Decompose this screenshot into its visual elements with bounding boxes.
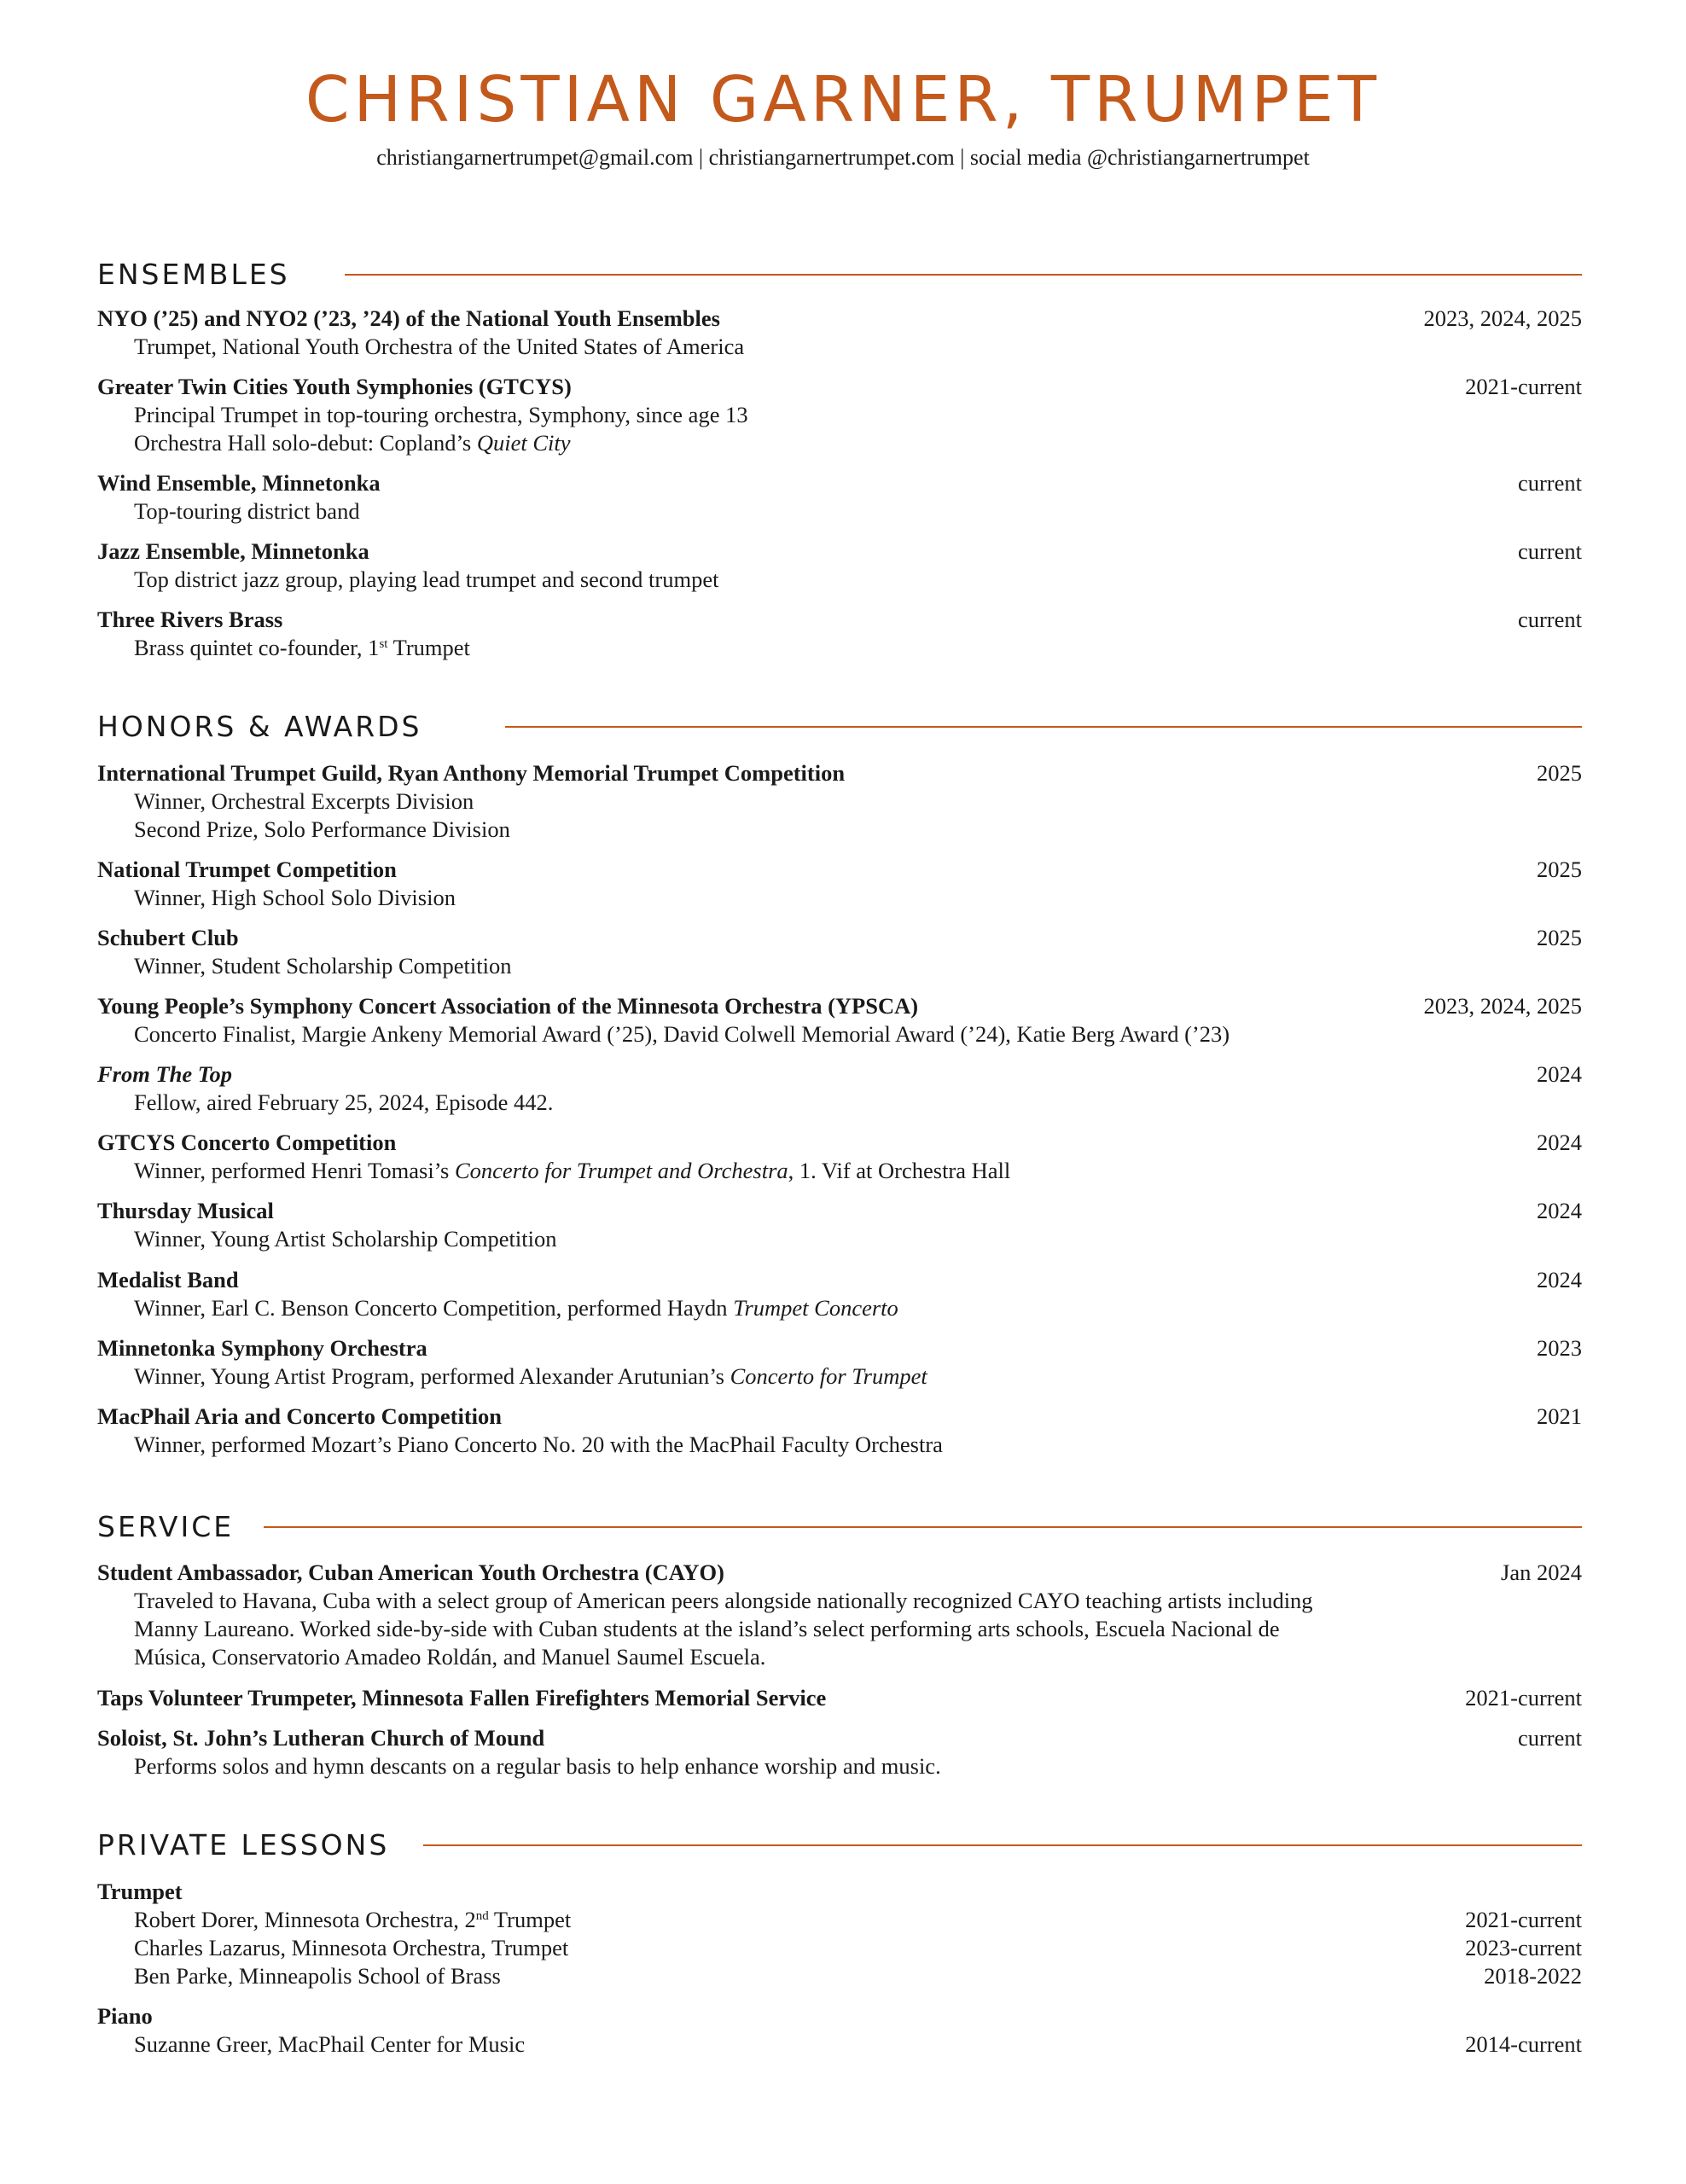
section-rule (345, 274, 1582, 276)
entry-title: From The Top (97, 1061, 233, 1087)
section-lessons-header (97, 1828, 1582, 1865)
entry-line: Performs solos and hymn descants on a regular basis to help enhance worship and music. (134, 1753, 941, 1779)
entry-date: 2021-current (1465, 1907, 1582, 1932)
entry-line: Ben Parke, Minneapolis School of Brass (134, 1963, 501, 1989)
entry-title: Student Ambassador, Cuban American Youth Orchestra (CAYO) (97, 1560, 724, 1585)
section-title: PRIVATE LESSONS (97, 1831, 410, 1859)
entry-line: Brass quintet co-founder, 1st Trumpet (134, 635, 470, 660)
entry-date: Jan 2024 (1501, 1560, 1582, 1585)
entry-title: Three Rivers Brass (97, 607, 283, 632)
entry-date: current (1517, 607, 1582, 632)
entry-line: Suzanne Greer, MacPhail Center for Music (134, 2031, 526, 2057)
entry-line: Charles Lazarus, Minnesota Orchestra, Trumpet (134, 1935, 569, 1960)
section-rule (264, 1526, 1582, 1528)
entry-line: Second Prize, Solo Performance Division (134, 816, 510, 842)
section-service-header (97, 1510, 1582, 1547)
entry-title: MacPhail Aria and Concerto Competition (97, 1403, 503, 1429)
work-title: Trumpet Concerto (733, 1295, 898, 1321)
entry-date: 2021-current (1465, 374, 1582, 399)
entry-line: Traveled to Havana, Cuba with a select group of American peers alongside nationally recognized CAYO teaching artists including (134, 1588, 1313, 1613)
entry-line: Winner, Young Artist Program, performed Alexander Arutunian’s Concerto for Trumpet (134, 1363, 927, 1389)
entry-line: Manny Laureano. Worked side-by-side with Cuban students at the island’s select performing arts schools, Escuela Nacional de (134, 1616, 1280, 1641)
entry-title: Medalist Band (97, 1267, 239, 1292)
entry-date: current (1517, 1725, 1582, 1751)
section-ensembles-header (97, 260, 1582, 294)
section-title: SERVICE (97, 1513, 254, 1541)
entry-line: Top district jazz group, playing lead trumpet and second trumpet (134, 566, 719, 592)
entry-line: Trumpet, National Youth Orchestra of the United States of America (134, 334, 745, 359)
entry-title: GTCYS Concerto Competition (97, 1130, 397, 1155)
entry-date: 2025 (1537, 925, 1582, 950)
entry-date: 2025 (1537, 857, 1582, 882)
work-title: Concerto for Trumpet (730, 1363, 927, 1389)
section-title: HONORS & AWARDS (97, 712, 443, 741)
entry-date: 2023, 2024, 2025 (1423, 993, 1582, 1019)
entry-date: 2024 (1537, 1130, 1582, 1155)
entry-title: Jazz Ensemble, Minnetonka (97, 538, 369, 564)
section-rule (505, 726, 1582, 728)
entry-date: 2014-current (1465, 2031, 1582, 2057)
entry-line: Orchestra Hall solo-debut: Copland’s Quiet City (134, 430, 571, 456)
entry-line: Robert Dorer, Minnesota Orchestra, 2nd Trumpet (134, 1907, 572, 1932)
entry-title: Piano (97, 2003, 153, 2029)
entry-title: National Trumpet Competition (97, 857, 397, 882)
entry-line: Winner, performed Mozart’s Piano Concerto No. 20 with the MacPhail Faculty Orchestra (134, 1432, 943, 1457)
entry-line: Top-touring district band (134, 498, 360, 524)
section-honors-header (97, 712, 1582, 746)
entry-title: Wind Ensemble, Minnetonka (97, 470, 381, 496)
entry-title: Minnetonka Symphony Orchestra (97, 1335, 427, 1361)
section-title: ENSEMBLES (97, 260, 311, 288)
entry-title: Soloist, St. John’s Lutheran Church of Mound (97, 1725, 545, 1751)
entry-date: current (1517, 538, 1582, 564)
entry-line: Winner, performed Henri Tomasi’s Concerto for Trumpet and Orchestra, 1. Vif at Orchestra Hall (134, 1158, 1011, 1183)
entry-date: current (1517, 470, 1582, 496)
contact-line: christiangarnertrumpet@gmail.com | christiangarnertrumpet.com | social media @christiangarnertrumpet (376, 145, 1310, 170)
entry-date: 2024 (1537, 1198, 1582, 1223)
section-rule (423, 1844, 1582, 1846)
entry-line: Música, Conservatorio Amadeo Roldán, and Manuel Saumel Escuela. (134, 1644, 766, 1670)
entry-line: Winner, High School Solo Division (134, 885, 456, 910)
entry-date: 2024 (1537, 1061, 1582, 1087)
resume-name: CHRISTIAN GARNER, TRUMPET (305, 63, 1381, 136)
entry-date: 2023, 2024, 2025 (1423, 305, 1582, 331)
entry-title: Trumpet (97, 1879, 183, 1904)
entry-line: Principal Trumpet in top-touring orchestra, Symphony, since age 13 (134, 402, 748, 427)
entry-title: Schubert Club (97, 925, 239, 950)
entry-title: Greater Twin Cities Youth Symphonies (GTCYS) (97, 374, 572, 399)
entry-title: International Trumpet Guild, Ryan Anthony Memorial Trumpet Competition (97, 760, 846, 786)
entry-line: Winner, Earl C. Benson Concerto Competition, performed Haydn Trumpet Concerto (134, 1295, 898, 1321)
work-title: Quiet City (476, 430, 571, 456)
entry-title: NYO (’25) and NYO2 (’23, ’24) of the National Youth Ensembles (97, 305, 720, 331)
entry-line: Winner, Young Artist Scholarship Competition (134, 1226, 557, 1252)
entry-title: Young People’s Symphony Concert Association of the Minnesota Orchestra (YPSCA) (97, 993, 919, 1019)
entry-line: Fellow, aired February 25, 2024, Episode 442. (134, 1089, 554, 1115)
entry-date: 2023 (1537, 1335, 1582, 1361)
entry-date: 2024 (1537, 1267, 1582, 1292)
entry-date: 2023-current (1465, 1935, 1582, 1960)
entry-date: 2021 (1537, 1403, 1582, 1429)
work-title: Concerto for Trumpet and Orchestra (455, 1158, 788, 1183)
entry-date: 2025 (1537, 760, 1582, 786)
entry-date: 2018-2022 (1484, 1963, 1582, 1989)
entry-title: Thursday Musical (97, 1198, 274, 1223)
entry-title: Taps Volunteer Trumpeter, Minnesota Fallen Firefighters Memorial Service (97, 1685, 827, 1711)
entry-line: Concerto Finalist, Margie Ankeny Memorial Award (’25), David Colwell Memorial Award (’24), Katie Berg Award (’23) (134, 1021, 1230, 1047)
entry-line: Winner, Student Scholarship Competition (134, 953, 512, 979)
entry-date: 2021-current (1465, 1685, 1582, 1711)
entry-line: Winner, Orchestral Excerpts Division (134, 788, 474, 814)
